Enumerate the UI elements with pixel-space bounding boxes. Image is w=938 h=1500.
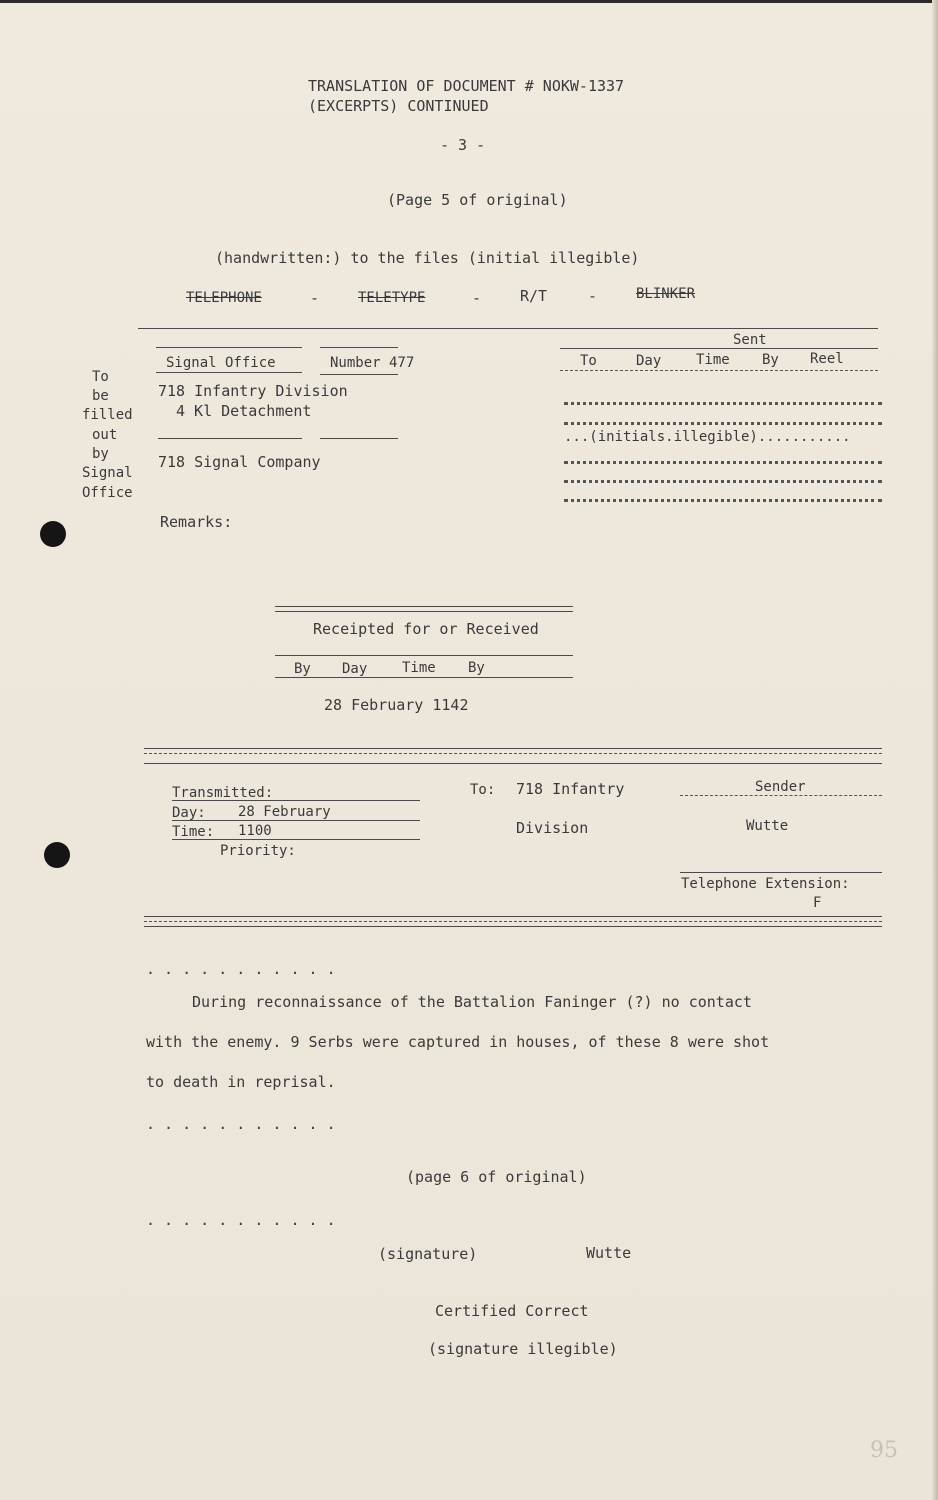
blank-rule — [158, 438, 302, 439]
method-separator: - — [472, 289, 482, 307]
receipt-date: 28 February 1142 — [324, 696, 469, 714]
day-rule — [172, 820, 420, 821]
unit-line: 718 Infantry Division — [158, 382, 348, 400]
ellipsis: . . . . . . . . . . . — [146, 1115, 336, 1133]
body-line: to death in reprisal. — [146, 1073, 336, 1091]
telephone-extension-value: F — [813, 895, 822, 911]
sender-label: Sender — [755, 779, 806, 795]
receipt-rule — [275, 606, 573, 607]
blank-rule — [320, 438, 398, 439]
document-subtitle: (EXCERPTS) CONTINUED — [308, 97, 489, 115]
telephone-extension-label: Telephone Extension: — [681, 876, 850, 892]
ellipsis: . . . . . . . . . . . — [146, 1211, 336, 1229]
signal-office-label: Signal Office — [156, 354, 302, 373]
number-rule — [320, 347, 398, 348]
sent-columns-underline — [560, 370, 878, 371]
document-title: TRANSLATION OF DOCUMENT # NOKW-1337 — [308, 77, 625, 95]
unit-line: 4 Kl Detachment — [176, 402, 312, 420]
certified-correct: Certified Correct — [435, 1302, 589, 1320]
body-line: with the enemy. 9 Serbs were captured in houses, of these 8 were shot — [146, 1033, 770, 1051]
priority-label: Priority: — [220, 843, 296, 859]
signature-label: (signature) — [378, 1245, 478, 1263]
dotted-line — [564, 422, 882, 425]
to-value: Division — [516, 819, 589, 837]
transmitted-rule — [172, 800, 420, 801]
scan-edge-right — [932, 0, 938, 1500]
sender-rule — [680, 795, 882, 796]
time-value: 1100 — [238, 823, 272, 839]
side-label-line: Signal — [82, 465, 133, 481]
to-label: To: — [470, 782, 496, 798]
method-blinker: BLINKER — [636, 286, 696, 302]
scan-edge-top — [0, 0, 938, 3]
time-rule — [172, 839, 420, 840]
sent-column: To — [580, 353, 597, 369]
form-top-rule — [138, 328, 878, 329]
side-label-line: filled — [82, 407, 133, 423]
method-teletype: TELETYPE — [358, 290, 426, 306]
time-label: Time: — [172, 824, 215, 840]
certifier-signature: (signature illegible) — [428, 1340, 618, 1358]
transmission-top-rule — [144, 748, 882, 749]
side-label-line: be — [92, 388, 109, 404]
unit-line: 718 Signal Company — [158, 453, 321, 471]
remarks-label: Remarks: — [160, 513, 233, 531]
method-telephone: TELEPHONE — [186, 290, 262, 306]
side-label-line: out — [92, 427, 118, 443]
day-label: Day: — [172, 805, 206, 821]
sent-column: By — [762, 352, 779, 368]
receipt-rule — [275, 611, 573, 612]
initials-line: ...(initials.illegible)........... — [564, 429, 851, 445]
receipt-rule — [275, 655, 573, 656]
dotted-line — [564, 499, 882, 502]
telephone-rule — [680, 872, 882, 873]
dotted-line — [564, 480, 882, 483]
sender-value: Wutte — [746, 818, 789, 834]
body-line: During reconnaissance of the Battalion Faninger (?) no contact — [192, 993, 752, 1011]
corner-page-number: 95 — [870, 1438, 898, 1463]
sent-rule — [560, 348, 878, 349]
page-marker: - 3 - — [440, 136, 486, 154]
side-label-line: To — [92, 369, 109, 385]
transmission-bottom-rule — [144, 926, 882, 927]
receipt-column: By — [468, 660, 485, 676]
page-reference: (page 6 of original) — [406, 1168, 587, 1186]
number-underline — [320, 374, 398, 375]
dotted-line — [564, 461, 882, 464]
sent-column: Time — [696, 352, 730, 368]
method-separator: - — [588, 287, 598, 305]
side-label-line: Office — [82, 485, 133, 501]
sent-column: Reel — [810, 351, 844, 367]
ellipsis: . . . . . . . . . . . — [146, 960, 336, 978]
transmission-bottom-rule — [144, 921, 882, 922]
method-rt: R/T — [520, 287, 548, 305]
to-value: 718 Infantry — [516, 780, 625, 798]
number-label: Number 477 — [330, 355, 415, 371]
receipt-column: By — [294, 661, 311, 677]
dotted-line — [564, 402, 882, 405]
method-separator: - — [310, 289, 320, 307]
sent-label: Sent — [733, 332, 767, 348]
receipt-column: Day — [342, 661, 368, 677]
punch-hole-bottom — [44, 842, 70, 868]
receipt-column: Time — [402, 660, 436, 676]
signal-office-rule — [156, 347, 302, 348]
transmission-bottom-rule — [144, 916, 882, 917]
handwritten-note: (handwritten:) to the files (initial illegible) — [215, 249, 640, 267]
page-reference: (Page 5 of original) — [387, 191, 568, 209]
punch-hole-top — [40, 521, 66, 547]
side-label-line: by — [92, 446, 109, 462]
transmission-top-rule — [144, 763, 882, 764]
receipt-rule — [275, 677, 573, 678]
day-value: 28 February — [238, 804, 331, 820]
sent-column: Day — [636, 353, 662, 369]
receipt-label: Receipted for or Received — [313, 620, 539, 638]
transmitted-label: Transmitted: — [172, 785, 274, 801]
transmission-top-rule — [144, 753, 882, 754]
signature-name: Wutte — [586, 1244, 632, 1262]
